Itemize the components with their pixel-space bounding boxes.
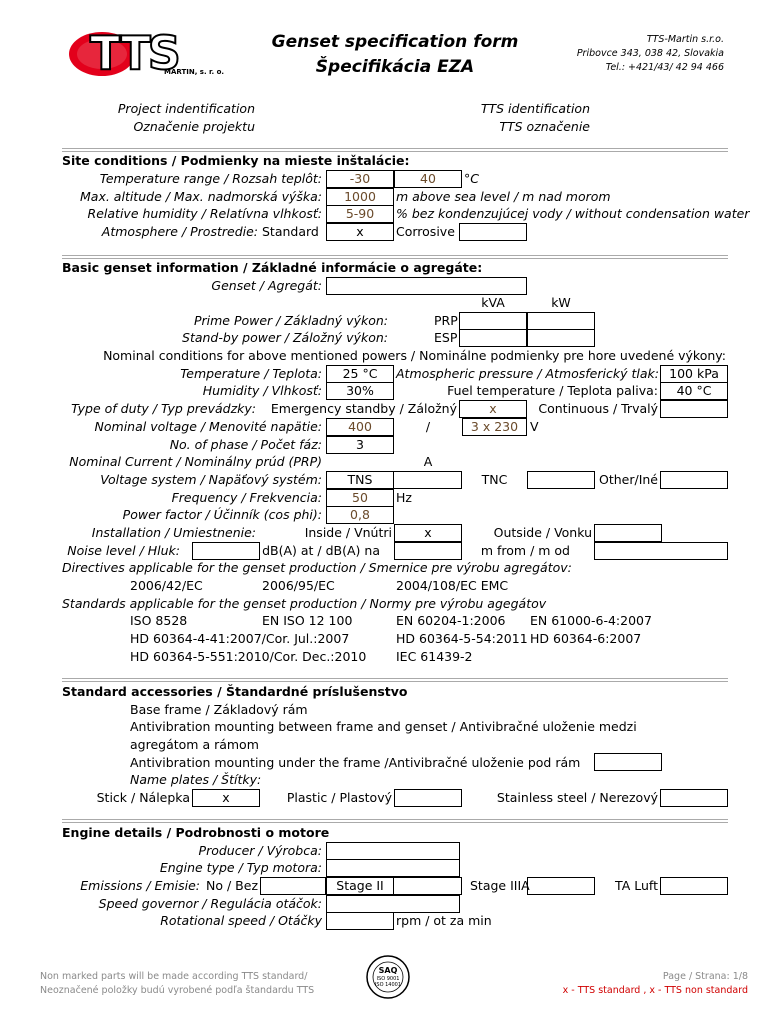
antivibration-under-item: Antivibration mounting under the frame /Antivibračné uloženie pod rám [130,755,581,770]
continuous-checkbox[interactable] [660,400,728,418]
nominal-temp-field[interactable]: 25 °C [326,365,394,383]
engine-type-label: Engine type / Typ motora: [159,860,322,875]
producer-field[interactable] [326,842,460,860]
noise-distance-field[interactable] [394,542,462,560]
prime-kva-field[interactable] [459,312,527,330]
certification-seal [366,955,410,999]
standard-item: HD 60364-4-41:2007/Cor. Jul.:2007 [130,631,350,646]
voltage-slash: / [425,419,431,434]
temp-min-field[interactable]: -30 [326,170,394,188]
atmosphere-standard-label: Standard [262,224,319,239]
kva-header: kVA [481,295,505,310]
section-divider [62,678,728,682]
emergency-standby-label: Emergency standby / Záložný [270,401,457,416]
esp-label: ESP [434,330,458,345]
legend-text: x - TTS standard , x - TTS non standard [562,985,748,996]
atmosphere-corrosive-checkbox[interactable] [459,223,527,241]
company-address: Pribovce 343, 038 42, Slovakia [576,48,724,59]
rotational-speed-label: Rotational speed / Otáčky [160,913,322,928]
form-title-en: Genset specification form [271,32,519,52]
voltage-unit: V [530,419,539,434]
section-divider [62,148,728,152]
nameplates-label: Name plates / Štítky: [130,772,262,787]
nominal-voltage-phase-field[interactable]: 3 x 230 [462,418,527,436]
directives-label: Directives applicable for the genset production / Smernice pre výrobu agregátov: [62,560,572,575]
fuel-temp-field[interactable]: 40 °C [660,382,728,400]
footer-note-sk: Neoznačené položky budú vyrobené podľa štandardu TTS [40,985,315,996]
emissions-stage2-extra[interactable] [394,877,462,895]
voltage-system-label: Voltage system / Napäťový systém: [100,472,322,487]
rotational-speed-unit: rpm / ot za min [396,913,492,928]
nominal-conditions-label: Nominal conditions for above mentioned powers / Nominálne podmienky pre hore uvedené výkony: [103,348,726,363]
nominal-humidity-label: Humidity / Vlhkosť: [202,383,322,398]
atmosphere-label: Atmosphere / Prostredie: [101,224,258,239]
standard-item: EN 61000-6-4:2007 [530,613,652,628]
emergency-standby-checkbox[interactable]: x [459,400,527,418]
altitude-field[interactable]: 1000 [326,188,394,206]
plastic-checkbox[interactable] [394,789,462,807]
inside-checkbox[interactable]: x [394,524,462,542]
company-name: TTS-Martin s.r.o. [646,34,724,45]
noise-unit: dB(A) at / dB(A) na [262,543,380,558]
tns-extra-field[interactable] [394,471,462,489]
steel-checkbox[interactable] [660,789,728,807]
outside-label: Outside / Vonku [493,525,592,540]
plastic-label: Plastic / Plastový [286,790,392,805]
phase-count-field[interactable]: 3 [326,436,394,454]
cert-iso-9001: ISO 9001 [376,976,400,982]
speed-governor-label: Speed governor / Regulácia otáčok: [98,896,322,911]
other-label: Other/Iné [598,472,658,487]
noise-level-label: Noise level / Hluk: [67,543,180,558]
standby-kva-field[interactable] [459,329,527,347]
footer-note-en: Non marked parts will be made according TTS standard/ [40,971,308,982]
section-divider [62,255,728,259]
humidity-label: Relative humidity / Relatívna vlhkosť: [87,206,322,221]
duty-type-label: Type of duty / Typ prevádzky: [71,401,256,416]
cert-iso-14001: ISO 14001 [374,982,402,988]
standard-item: ISO 8528 [130,613,188,628]
other-checkbox[interactable] [660,471,728,489]
prime-kw-field[interactable] [527,312,595,330]
humidity-field[interactable]: 5-90 [326,205,394,223]
rotational-speed-field[interactable] [326,912,394,930]
temp-max-field[interactable]: 40 [394,170,462,188]
nominal-temp-label: Temperature / Teplota: [180,366,322,381]
current-unit: A [423,454,433,469]
tns-field[interactable]: TNS [326,471,394,489]
atm-pressure-label: Atmospheric pressure / Atmosferický tlak: [396,366,659,381]
tts-ident-sk: TTS označenie [499,119,590,134]
installation-label: Installation / Umiestnenie: [91,525,256,540]
outside-checkbox[interactable] [594,524,662,542]
tnc-checkbox[interactable] [527,471,595,489]
page-number: Page / Strana: 1/8 [662,971,748,982]
site-heading: Site conditions / Podmienky na mieste inštalácie: [62,153,410,168]
steel-label: Stainless steel / Nerezový [496,790,658,805]
prime-power-label: Prime Power / Základný výkon: [193,313,388,328]
altitude-unit: m above sea level / m nad morom [396,189,611,204]
standards-label: Standards applicable for the genset production / Normy pre výrobu agegátov [62,596,547,611]
project-ident-en: Project indentification [117,101,255,116]
producer-label: Producer / Výrobca: [198,843,322,858]
frequency-unit: Hz [396,490,412,505]
emissions-stage3a-label: Stage IIIA [470,878,530,893]
standard-item: IEC 61439-2 [396,649,473,664]
nominal-current-label: Nominal Current / Nominálny prúd (PRP) [69,454,322,469]
emissions-stage3a-checkbox[interactable] [527,877,595,895]
nominal-voltage-field[interactable]: 400 [326,418,394,436]
prp-label: PRP [434,313,458,328]
standard-item: HD 60364-5-551:2010/Cor. Dec.:2010 [130,649,367,664]
emissions-no-label: No / Bez [206,878,258,893]
atm-pressure-field[interactable]: 100 kPa [660,365,728,383]
atmosphere-standard-checkbox[interactable]: x [326,223,394,241]
altitude-label: Max. altitude / Max. nadmorská výška: [80,189,322,204]
company-logo [68,26,225,80]
logo-subtext: MARTIN, s. r. o. [164,68,225,76]
phase-count-label: No. of phase / Počet fáz: [169,437,322,452]
noise-level-field[interactable] [192,542,260,560]
power-factor-label: Power factor / Účinník (cos phi): [122,507,322,522]
inside-label: Inside / Vnútri [304,525,392,540]
emissions-stage2-checkbox[interactable]: Stage II [326,877,394,895]
engine-heading: Engine details / Podrobnosti o motore [62,825,330,840]
stick-label: Stick / Nálepka [96,790,190,805]
tnc-label: TNC [481,472,508,487]
cert-label: SAQ [378,966,398,975]
standby-power-label: Stand-by power / Záložný výkon: [182,330,388,345]
humidity-unit: % bez kondenzujúcej vody / without condensation water [396,206,750,221]
emissions-label: Emissions / Emisie: [80,878,200,893]
tts-ident-en: TTS identification [480,101,590,116]
base-frame-item: Base frame / Základový rám [130,702,308,717]
emissions-taluft-label: TA Luft [615,878,658,893]
directive-item: 2006/95/EC [262,578,335,593]
stick-checkbox[interactable]: x [192,789,260,807]
frequency-label: Frequency / Frekvencia: [171,490,322,505]
noise-reference-field[interactable] [594,542,728,560]
standby-kw-field[interactable] [527,329,595,347]
antivibration-frame-item: Antivibration mounting between frame and genset / Antivibračné uloženie medzi [130,719,637,734]
project-ident-sk: Označenie projektu [133,119,255,134]
standard-item: HD 60364-5-54:2011 [396,631,528,646]
company-tel: Tel.: +421/43/ 42 94 466 [605,62,724,73]
directive-item: 2006/42/EC [130,578,203,593]
genset-field[interactable] [326,277,527,295]
continuous-label: Continuous / Trvalý [538,401,658,416]
kw-header: kW [551,295,571,310]
atmosphere-corrosive-label: Corrosive [396,224,455,239]
noise-distance-unit: m from / m od [480,543,570,558]
standard-item: EN 60204-1:2006 [396,613,506,628]
form-title-sk: Špecifikácia EZA [315,57,475,77]
fuel-temp-label: Fuel temperature / Teplota paliva: [447,383,658,398]
temp-unit: °C [464,171,479,186]
logo-text: TTS [90,26,178,80]
antivibration-frame-item-cont: agregátom a rámom [130,737,259,752]
accessories-heading: Standard accessories / Štandardné príslušenstvo [62,684,408,699]
frequency-field[interactable]: 50 [326,489,394,507]
emissions-no-checkbox[interactable] [260,877,326,895]
engine-type-field[interactable] [326,859,460,877]
antivibration-under-checkbox[interactable] [594,753,662,771]
nominal-voltage-label: Nominal voltage / Menovité napätie: [94,419,322,434]
section-divider [62,819,728,823]
power-factor-field[interactable]: 0,8 [326,506,394,524]
temp-range-label: Temperature range / Rozsah teplôt: [99,171,322,186]
nominal-humidity-field[interactable]: 30% [326,382,394,400]
genset-label: Genset / Agregát: [211,278,322,293]
standard-item: HD 60364-6:2007 [530,631,642,646]
speed-governor-field[interactable] [326,895,460,913]
basic-heading: Basic genset information / Základné informácie o agregáte: [62,260,483,275]
standard-item: EN ISO 12 100 [262,613,353,628]
emissions-taluft-checkbox[interactable] [660,877,728,895]
directive-item: 2004/108/EC EMC [396,578,509,593]
